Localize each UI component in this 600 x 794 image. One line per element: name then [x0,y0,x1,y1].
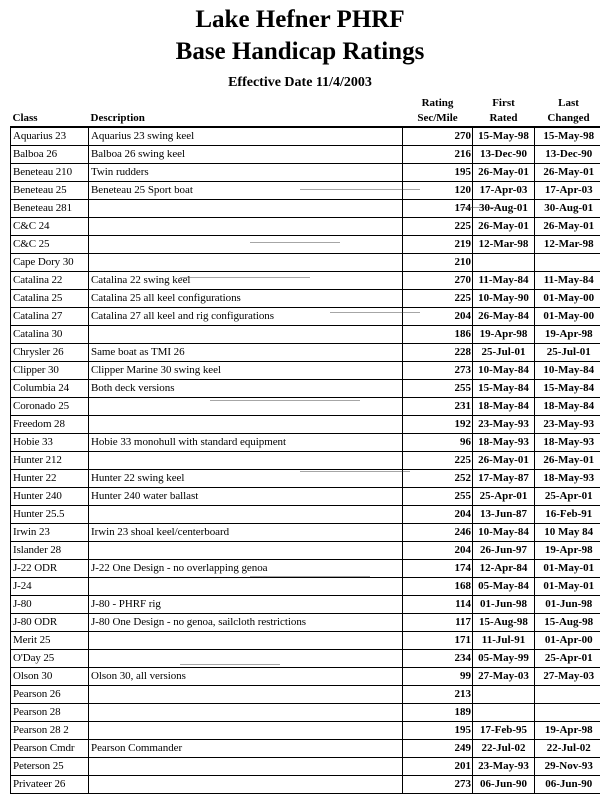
row-last-changed: 18-May-84 [535,398,600,416]
row-first-rated: 13-Jun-87 [473,506,535,524]
row-first-rated [473,686,535,704]
row-rating: 255 [403,488,473,506]
header-rating-top: Rating [403,96,473,111]
row-class: Clipper 30 [11,362,89,380]
row-last-changed: 10 May 84 [535,524,600,542]
table-row [11,218,600,236]
row-class: O'Day 25 [11,650,89,668]
row-last-changed: 18-May-93 [535,434,600,452]
table-row [11,362,600,380]
row-last-changed [535,704,600,722]
row-first-rated: 06-Jun-90 [473,776,535,794]
row-description [89,542,403,560]
row-first-rated: 26-May-01 [473,452,535,470]
row-first-rated: 23-May-93 [473,416,535,434]
row-class: Beneteau 210 [11,164,89,182]
row-description: Pearson Commander [89,740,403,758]
row-description: Aquarius 23 swing keel [89,127,403,146]
row-first-rated: 11-Jul-91 [473,632,535,650]
row-class: Hobie 33 [11,434,89,452]
row-last-changed: 10-May-84 [535,362,600,380]
row-rating: 117 [403,614,473,632]
row-last-changed: 19-Apr-98 [535,722,600,740]
row-last-changed: 15-May-84 [535,380,600,398]
table-row [11,380,600,398]
row-rating: 234 [403,650,473,668]
table-row [11,668,600,686]
row-first-rated: 15-May-84 [473,380,535,398]
row-rating: 249 [403,740,473,758]
row-rating: 174 [403,200,473,218]
row-rating: 195 [403,164,473,182]
row-class: J-80 ODR [11,614,89,632]
row-rating: 225 [403,218,473,236]
table-row [11,236,600,254]
row-last-changed: 11-May-84 [535,272,600,290]
row-first-rated: 19-Apr-98 [473,326,535,344]
row-last-changed: 19-Apr-98 [535,542,600,560]
table-row [11,164,600,182]
table-row [11,146,600,164]
row-rating: 213 [403,686,473,704]
row-class: Hunter 212 [11,452,89,470]
header-class-top [11,96,89,111]
row-description: Olson 30, all versions [89,668,403,686]
row-last-changed: 30-Aug-01 [535,200,600,218]
table-row [11,650,600,668]
table-row [11,416,600,434]
row-rating: 204 [403,542,473,560]
row-first-rated: 18-May-84 [473,398,535,416]
header-description: Description [89,111,403,127]
table-header-row-top [11,96,600,111]
row-description: Same boat as TMI 26 [89,344,403,362]
row-description [89,254,403,272]
row-last-changed: 01-May-00 [535,290,600,308]
row-rating: 255 [403,380,473,398]
row-description: J-80 One Design - no genoa, sailcloth restrictions [89,614,403,632]
table-row [11,704,600,722]
header-last-top: Last [535,96,600,111]
row-rating: 273 [403,362,473,380]
row-description [89,632,403,650]
row-class: C&C 24 [11,218,89,236]
row-description [89,452,403,470]
title-block [0,0,600,92]
row-rating: 273 [403,776,473,794]
row-last-changed: 13-Dec-90 [535,146,600,164]
row-first-rated: 10-May-84 [473,362,535,380]
row-first-rated: 25-Jul-01 [473,344,535,362]
row-rating: 225 [403,290,473,308]
row-first-rated: 17-Feb-95 [473,722,535,740]
header-class: Class [11,111,89,127]
row-last-changed: 23-May-93 [535,416,600,434]
row-description: Catalina 27 all keel and rig configurations [89,308,403,326]
row-rating: 216 [403,146,473,164]
table-row [11,182,600,200]
row-rating: 270 [403,127,473,146]
row-last-changed: 25-Apr-01 [535,650,600,668]
row-last-changed: 06-Jun-90 [535,776,600,794]
row-rating: 195 [403,722,473,740]
table-row [11,452,600,470]
row-first-rated: 15-May-98 [473,127,535,146]
row-last-changed: 26-May-01 [535,164,600,182]
row-description: Hunter 240 water ballast [89,488,403,506]
row-class: Columbia 24 [11,380,89,398]
table-row [11,344,600,362]
row-class: Pearson 28 2 [11,722,89,740]
row-last-changed: 29-Nov-93 [535,758,600,776]
row-rating: 219 [403,236,473,254]
row-last-changed: 25-Jul-01 [535,344,600,362]
row-first-rated [473,254,535,272]
row-last-changed: 18-May-93 [535,470,600,488]
row-last-changed [535,686,600,704]
table-row [11,272,600,290]
row-description [89,758,403,776]
row-last-changed: 26-May-01 [535,218,600,236]
row-last-changed: 01-May-01 [535,560,600,578]
row-rating: 204 [403,308,473,326]
row-description [89,236,403,254]
row-class: Merit 25 [11,632,89,650]
row-class: Olson 30 [11,668,89,686]
row-class: Catalina 27 [11,308,89,326]
row-first-rated: 05-May-84 [473,578,535,596]
table-row [11,776,600,794]
row-description [89,398,403,416]
row-rating: 174 [403,560,473,578]
row-class: J-80 [11,596,89,614]
row-class: Catalina 30 [11,326,89,344]
table-header-row-bottom [11,111,600,127]
row-description: Hunter 22 swing keel [89,470,403,488]
table-row [11,578,600,596]
row-rating: 225 [403,452,473,470]
row-description [89,416,403,434]
document-title-line-1: Lake Hefner PHRF [0,4,600,36]
row-description [89,578,403,596]
row-class: Catalina 25 [11,290,89,308]
header-first-rated: Rated [473,111,535,127]
row-description [89,722,403,740]
row-first-rated: 15-Aug-98 [473,614,535,632]
row-first-rated: 12-Mar-98 [473,236,535,254]
row-rating: 204 [403,506,473,524]
row-rating: 201 [403,758,473,776]
table-row [11,596,600,614]
row-class: Chrysler 26 [11,344,89,362]
row-first-rated: 17-Apr-03 [473,182,535,200]
table-row [11,632,600,650]
row-rating: 99 [403,668,473,686]
row-class: Hunter 22 [11,470,89,488]
row-first-rated: 26-May-84 [473,308,535,326]
header-rating-sec-mile: Sec/Mile [403,111,473,127]
table-row [11,614,600,632]
table-row [11,127,600,146]
table-row [11,434,600,452]
table-row [11,524,600,542]
table-row [11,506,600,524]
header-first-top: First [473,96,535,111]
row-rating: 114 [403,596,473,614]
row-rating: 120 [403,182,473,200]
row-first-rated [473,704,535,722]
row-first-rated: 26-May-01 [473,164,535,182]
row-last-changed: 01-May-00 [535,308,600,326]
row-rating: 192 [403,416,473,434]
row-class: J-24 [11,578,89,596]
row-description [89,704,403,722]
row-description [89,650,403,668]
row-description: Balboa 26 swing keel [89,146,403,164]
row-description: Catalina 25 all keel configurations [89,290,403,308]
row-last-changed: 01-May-01 [535,578,600,596]
table-row [11,470,600,488]
row-rating: 168 [403,578,473,596]
row-last-changed [535,254,600,272]
row-first-rated: 10-May-90 [473,290,535,308]
row-class: Pearson 26 [11,686,89,704]
row-description: Beneteau 25 Sport boat [89,182,403,200]
row-class: C&C 25 [11,236,89,254]
row-first-rated: 26-May-01 [473,218,535,236]
row-first-rated: 26-Jun-97 [473,542,535,560]
row-rating: 270 [403,272,473,290]
row-class: Freedom 28 [11,416,89,434]
row-rating: 252 [403,470,473,488]
row-last-changed: 15-Aug-98 [535,614,600,632]
row-description: J-22 One Design - no overlapping genoa [89,560,403,578]
row-description: Irwin 23 shoal keel/centerboard [89,524,403,542]
row-description [89,506,403,524]
row-class: Peterson 25 [11,758,89,776]
row-first-rated: 22-Jul-02 [473,740,535,758]
table-row [11,326,600,344]
row-last-changed: 25-Apr-01 [535,488,600,506]
row-rating: 231 [403,398,473,416]
row-first-rated: 27-May-03 [473,668,535,686]
row-class: Beneteau 281 [11,200,89,218]
row-description [89,686,403,704]
row-rating: 189 [403,704,473,722]
table-row [11,398,600,416]
row-rating: 186 [403,326,473,344]
row-class: Hunter 240 [11,488,89,506]
row-first-rated: 01-Jun-98 [473,596,535,614]
row-first-rated: 05-May-99 [473,650,535,668]
row-description [89,776,403,794]
row-last-changed: 27-May-03 [535,668,600,686]
row-rating: 96 [403,434,473,452]
row-first-rated: 11-May-84 [473,272,535,290]
row-description: Both deck versions [89,380,403,398]
row-first-rated: 18-May-93 [473,434,535,452]
row-first-rated: 23-May-93 [473,758,535,776]
row-class: Islander 28 [11,542,89,560]
table-row [11,488,600,506]
ratings-table-container [10,96,600,794]
row-last-changed: 15-May-98 [535,127,600,146]
row-description: Twin rudders [89,164,403,182]
row-class: Coronado 25 [11,398,89,416]
row-class: Pearson 28 [11,704,89,722]
table-body [11,127,600,794]
row-first-rated: 30-Aug-01 [473,200,535,218]
row-class: Hunter 25.5 [11,506,89,524]
ratings-table [10,96,600,794]
header-last-changed: Changed [535,111,600,127]
row-class: Beneteau 25 [11,182,89,200]
row-class: Catalina 22 [11,272,89,290]
row-rating: 171 [403,632,473,650]
effective-date: Effective Date 11/4/2003 [0,73,600,92]
row-description: Clipper Marine 30 swing keel [89,362,403,380]
row-class: Balboa 26 [11,146,89,164]
row-first-rated: 10-May-84 [473,524,535,542]
row-class: Privateer 26 [11,776,89,794]
row-rating: 228 [403,344,473,362]
row-class: Pearson Cmdr [11,740,89,758]
row-last-changed: 01-Apr-00 [535,632,600,650]
header-description-top [89,96,403,111]
row-description [89,200,403,218]
row-class: J-22 ODR [11,560,89,578]
table-row [11,542,600,560]
row-description [89,326,403,344]
row-last-changed: 01-Jun-98 [535,596,600,614]
row-last-changed: 17-Apr-03 [535,182,600,200]
row-description: J-80 - PHRF rig [89,596,403,614]
table-row [11,758,600,776]
row-class: Cape Dory 30 [11,254,89,272]
table-row [11,560,600,578]
row-description [89,218,403,236]
row-description: Catalina 22 swing keel [89,272,403,290]
row-class: Irwin 23 [11,524,89,542]
table-header [11,96,600,127]
table-row [11,290,600,308]
table-row [11,254,600,272]
table-row [11,308,600,326]
row-last-changed: 16-Feb-91 [535,506,600,524]
row-last-changed: 12-Mar-98 [535,236,600,254]
table-row [11,200,600,218]
row-rating: 210 [403,254,473,272]
table-row [11,740,600,758]
row-class: Aquarius 23 [11,127,89,146]
table-row [11,722,600,740]
row-last-changed: 22-Jul-02 [535,740,600,758]
row-description: Hobie 33 monohull with standard equipment [89,434,403,452]
row-first-rated: 13-Dec-90 [473,146,535,164]
row-first-rated: 25-Apr-01 [473,488,535,506]
row-first-rated: 17-May-87 [473,470,535,488]
row-first-rated: 12-Apr-84 [473,560,535,578]
row-rating: 246 [403,524,473,542]
row-last-changed: 19-Apr-98 [535,326,600,344]
row-last-changed: 26-May-01 [535,452,600,470]
document-title-line-2: Base Handicap Ratings [0,36,600,68]
table-row [11,686,600,704]
